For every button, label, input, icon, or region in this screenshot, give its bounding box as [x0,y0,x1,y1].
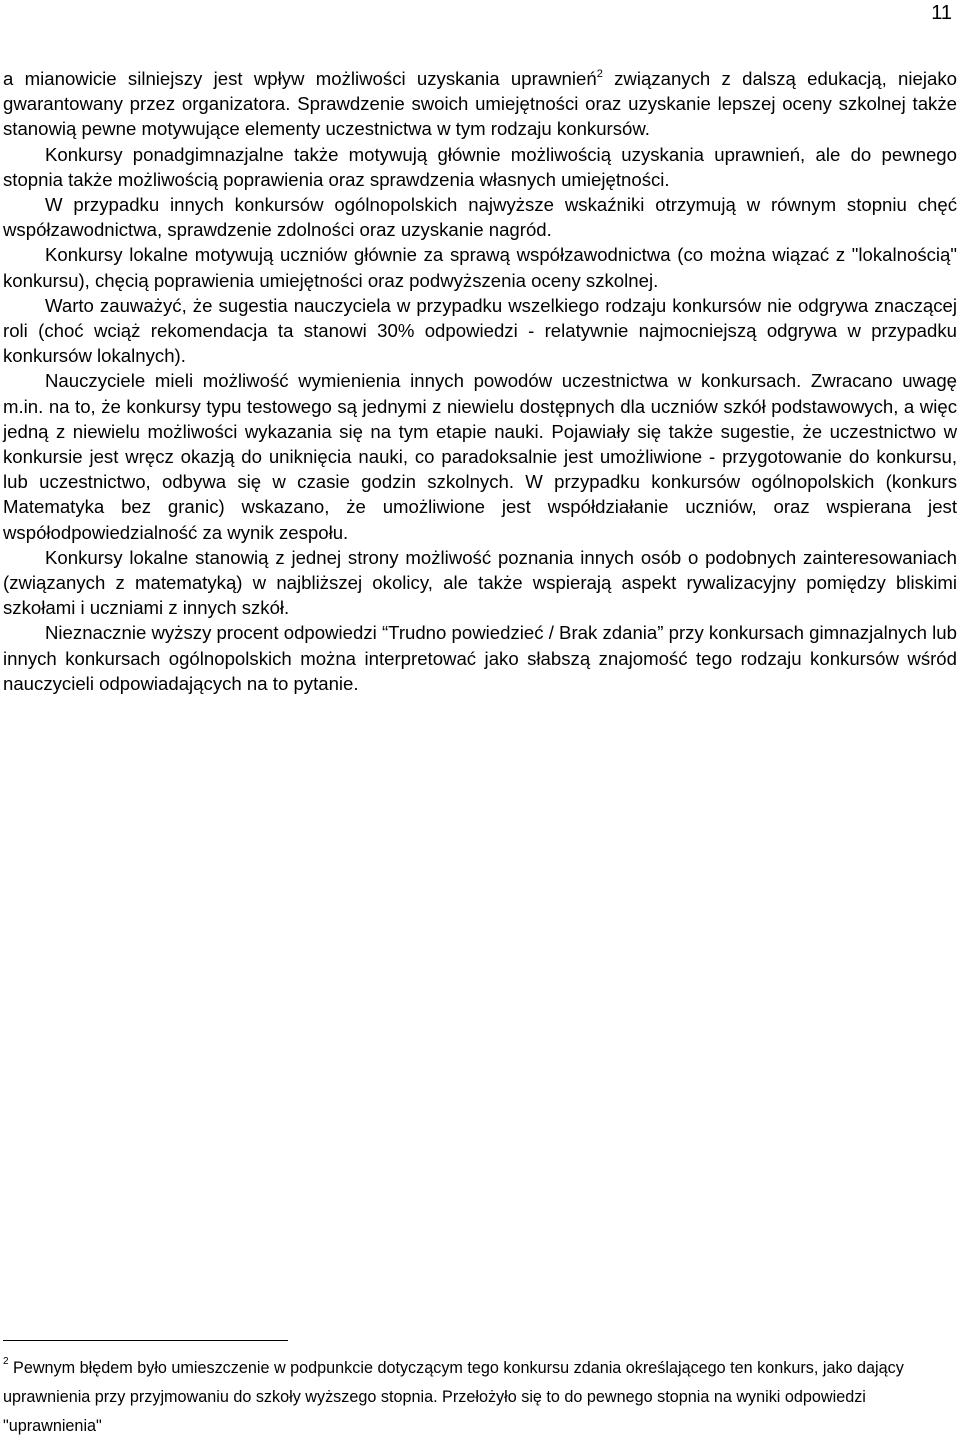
paragraph: Konkursy lokalne stanowią z jednej strony możliwość poznania innych osób o podobnych zainteresowaniach (związanych z matematyką) w najbliższej okolicy, ale także wspierają aspekt rywalizacyjny pomiędzy bliskimi szkołami i uczniami z innych szkół. [3,546,957,619]
footnote-divider [3,1340,288,1341]
footnote [3,1354,943,1441]
paragraph: Nauczyciele mieli możliwość wymienienia innych powodów uczestnictwa w konkursach. Zwracano uwagę m.in. na to, że konkursy typu testowego są jednymi z niewielu dostępnych dla uczniów szkół podstawowych, a więc jedną z niewielu możliwości wykazania się na tym etapie nauki. Pojawiały się także sugestie, że uczestnictwo w konkursie jest wręcz okazją do uniknięcia nauki, co paradoksalnie jest umożliwione - przygotowanie do konkursu, lub uczestnictwo, odbywa się w czasie godzin szkolnych. W przypadku konkursów ogólnopolskich (konkurs Matematyka bez granic) wskazano, że umożliwione jest współdziałanie uczniów, oraz wspierana jest współodpowiedzialność za wynik zespołu. [3,370,957,543]
paragraph: W przypadku innych konkursów ogólnopolskich najwyższe wskaźniki otrzymują w równym stopniu chęć współzawodnictwa, sprawdzenie zdolności oraz uzyskanie nagród. [3,194,957,241]
paragraph-text: związanych z dalszą edukacją, niejako gwarantowany przez organizatora. Sprawdzenie swoich umiejętności oraz uzyskanie lepszej oceny szkolnej także stanowią pewne motywujące elementy uczestnictwa w tym rodzaju konkursów. [3,68,957,140]
paragraph: Konkursy ponadgimnazjalne także motywują głównie możliwością uzyskania uprawnień, ale do pewnego stopnia także możliwością poprawienia oraz sprawdzenia własnych umiejętności. [3,143,957,190]
footnote-text: Pewnym błędem było umieszczenie w podpunkcie dotyczącym tego konkursu zdania określającego ten konkurs, jako dający uprawnienia przy przyjmowaniu do szkoły wyższego stopnia. Przełożyło się to do pewnego stopnia na wyniki odpowiedzi "uprawnienia" [3,1359,904,1435]
page-number: 11 [931,2,952,24]
paragraph: Warto zauważyć, że sugestia nauczyciela w przypadku wszelkiego rodzaju konkursów nie odgrywa znaczącej roli (choć wciąż rekomendacja ta stanowi 30% odpowiedzi - relatywnie najmocniejszą odgrywa w przypadku konkursów lokalnych). [3,294,957,367]
footnote-marker: 2 [3,1356,9,1367]
paragraph-text: a mianowicie silniejszy jest wpływ możliwości uzyskania uprawnień [3,68,597,89]
paragraph: Konkursy lokalne motywują uczniów głównie za sprawą współzawodnictwa (co można wiązać z "lokalnością" konkursu), chęcią poprawienia umiejętności oraz podwyższenia oceny szkolnej. [3,244,957,291]
body-text [3,66,957,696]
paragraph: Nieznacznie wyższy procent odpowiedzi “Trudno powiedzieć / Brak zdania” przy konkursach gimnazjalnych lub innych konkursach ogólnopolskich można interpretować jako słabszą znajomość tego rodzaju konkursów wśród nauczycieli odpowiadających na to pytanie. [3,622,957,694]
paragraph [3,66,957,142]
footnote-reference[interactable]: 2 [596,68,603,80]
